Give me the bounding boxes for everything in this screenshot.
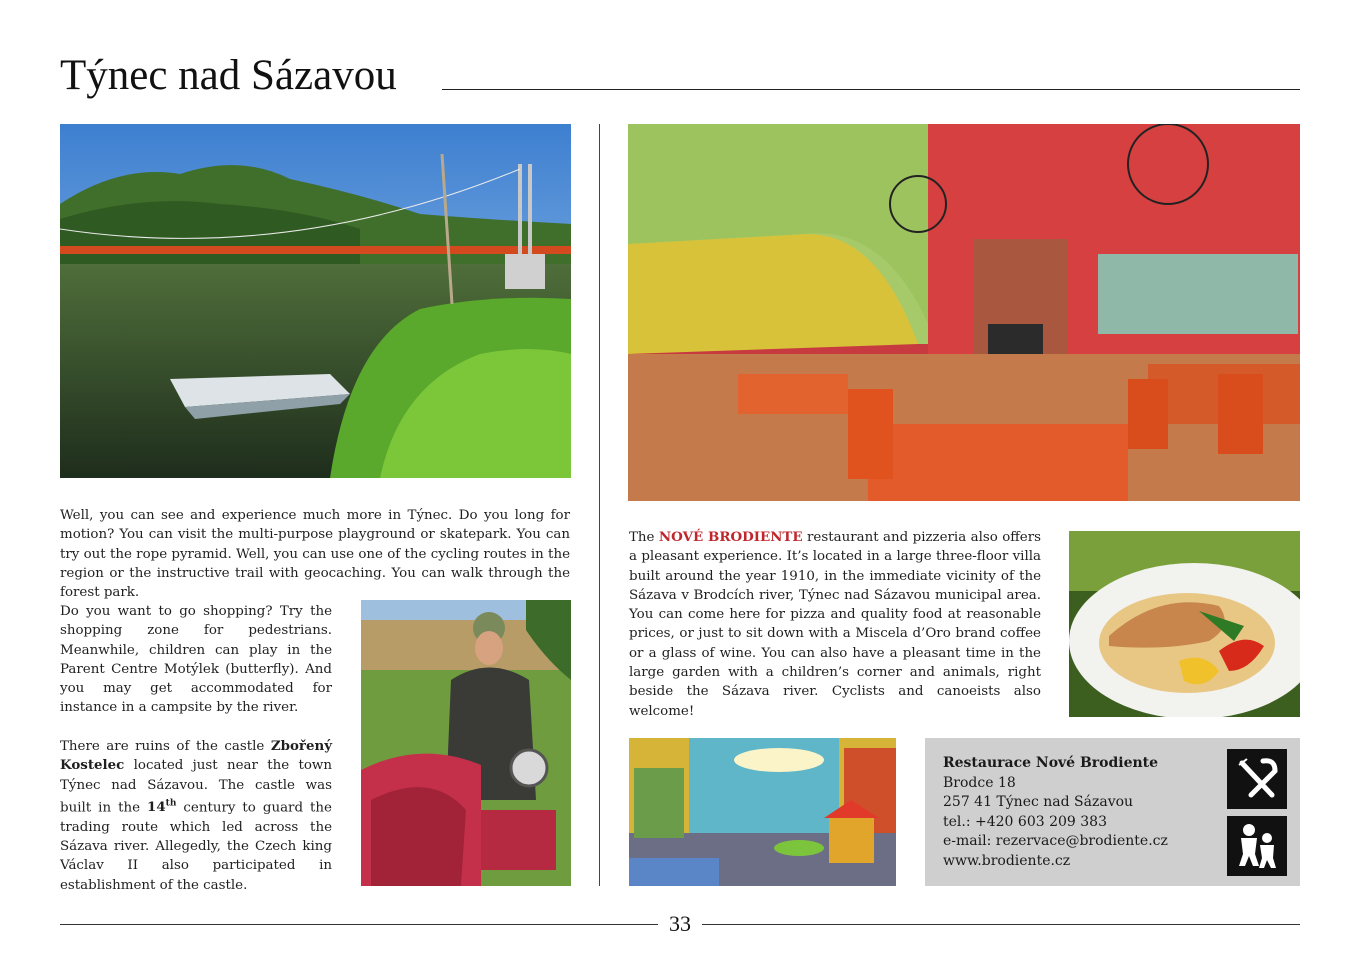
river-bridge-photo (60, 124, 571, 478)
contact-name: Restaurace Nové Brodiente (943, 755, 1159, 771)
restaurant-paragraph (629, 528, 1041, 721)
restaurant-description: restaurant and pizzeria also offers a pleasant experience. It’s located in a large three-floor villa built around the year 1910, in the immediate vicinity of the Sázava v Brodcích river, Týnec nad Sázavou municipal area. You can come here for pizza and quality food at reasonable prices, or just to sit down with a Miscela d’Oro brand coffee or a glass of wine. You can also have a pleasant time in the large garden with a children’s corner and animals, right beside the Sázava river. Cyclists and canoeists also welcome! (629, 530, 1041, 719)
castle-name: Zbořený Kostelec (60, 738, 333, 774)
contact-web[interactable]: www.brodiente.cz (943, 852, 1071, 869)
castle-century: 14th (147, 798, 177, 816)
castle-text-3: century to guard the trading route which led across the Sázava river. Allegedly, the Czech king Václav II also participated in establishment of the castle. (60, 800, 332, 893)
castle-paragraph (60, 737, 332, 895)
shopping-paragraph: Do you want to go shopping? Try the shopping zone for pedestrians. Meanwhile, children can play in the Parent Centre Motýlek (butterfly). And you may get accommodated for instance in a campsite by the river. (60, 604, 332, 716)
lead-the: The (629, 530, 655, 545)
food-dish-photo (1069, 531, 1300, 717)
castle-text-2: located just near the town Týnec nad Sázavou. The castle was built in the (60, 758, 332, 816)
footer-rule-right (702, 924, 1300, 925)
fork-knife-icon (1227, 749, 1287, 809)
contact-box (925, 738, 1300, 886)
motorcycle-photo (361, 600, 571, 886)
restaurant-name: NOVÉ BRODIENTE (658, 529, 803, 545)
footer-rule-left (60, 924, 658, 925)
contact-city: 257 41 Týnec nad Sázavou (943, 794, 1134, 811)
page-title: Týnec nad Sázavou (60, 52, 397, 99)
restaurant-interior-photo (628, 124, 1300, 501)
castle-text-1: There are ruins of the castle (60, 739, 265, 754)
children-icon (1227, 816, 1287, 876)
contact-email[interactable]: e-mail: rezervace@brodiente.cz (943, 833, 1168, 850)
intro-paragraph: Well, you can see and experience much more in Týnec. Do you long for motion? You can visit the multi-purpose playground or skatepark. You can try out the rope pyramid. Well, you can use one of the cycling routes in the region or the instructive trail with geocaching. You can walk through the forest park. (60, 508, 570, 601)
playroom-photo (629, 738, 896, 886)
column-divider (599, 124, 600, 886)
contact-phone[interactable]: tel.: +420 603 209 383 (943, 813, 1107, 830)
page-number: 33 (669, 911, 691, 936)
contact-street: Brodce 18 (943, 774, 1016, 791)
title-rule (442, 89, 1300, 90)
